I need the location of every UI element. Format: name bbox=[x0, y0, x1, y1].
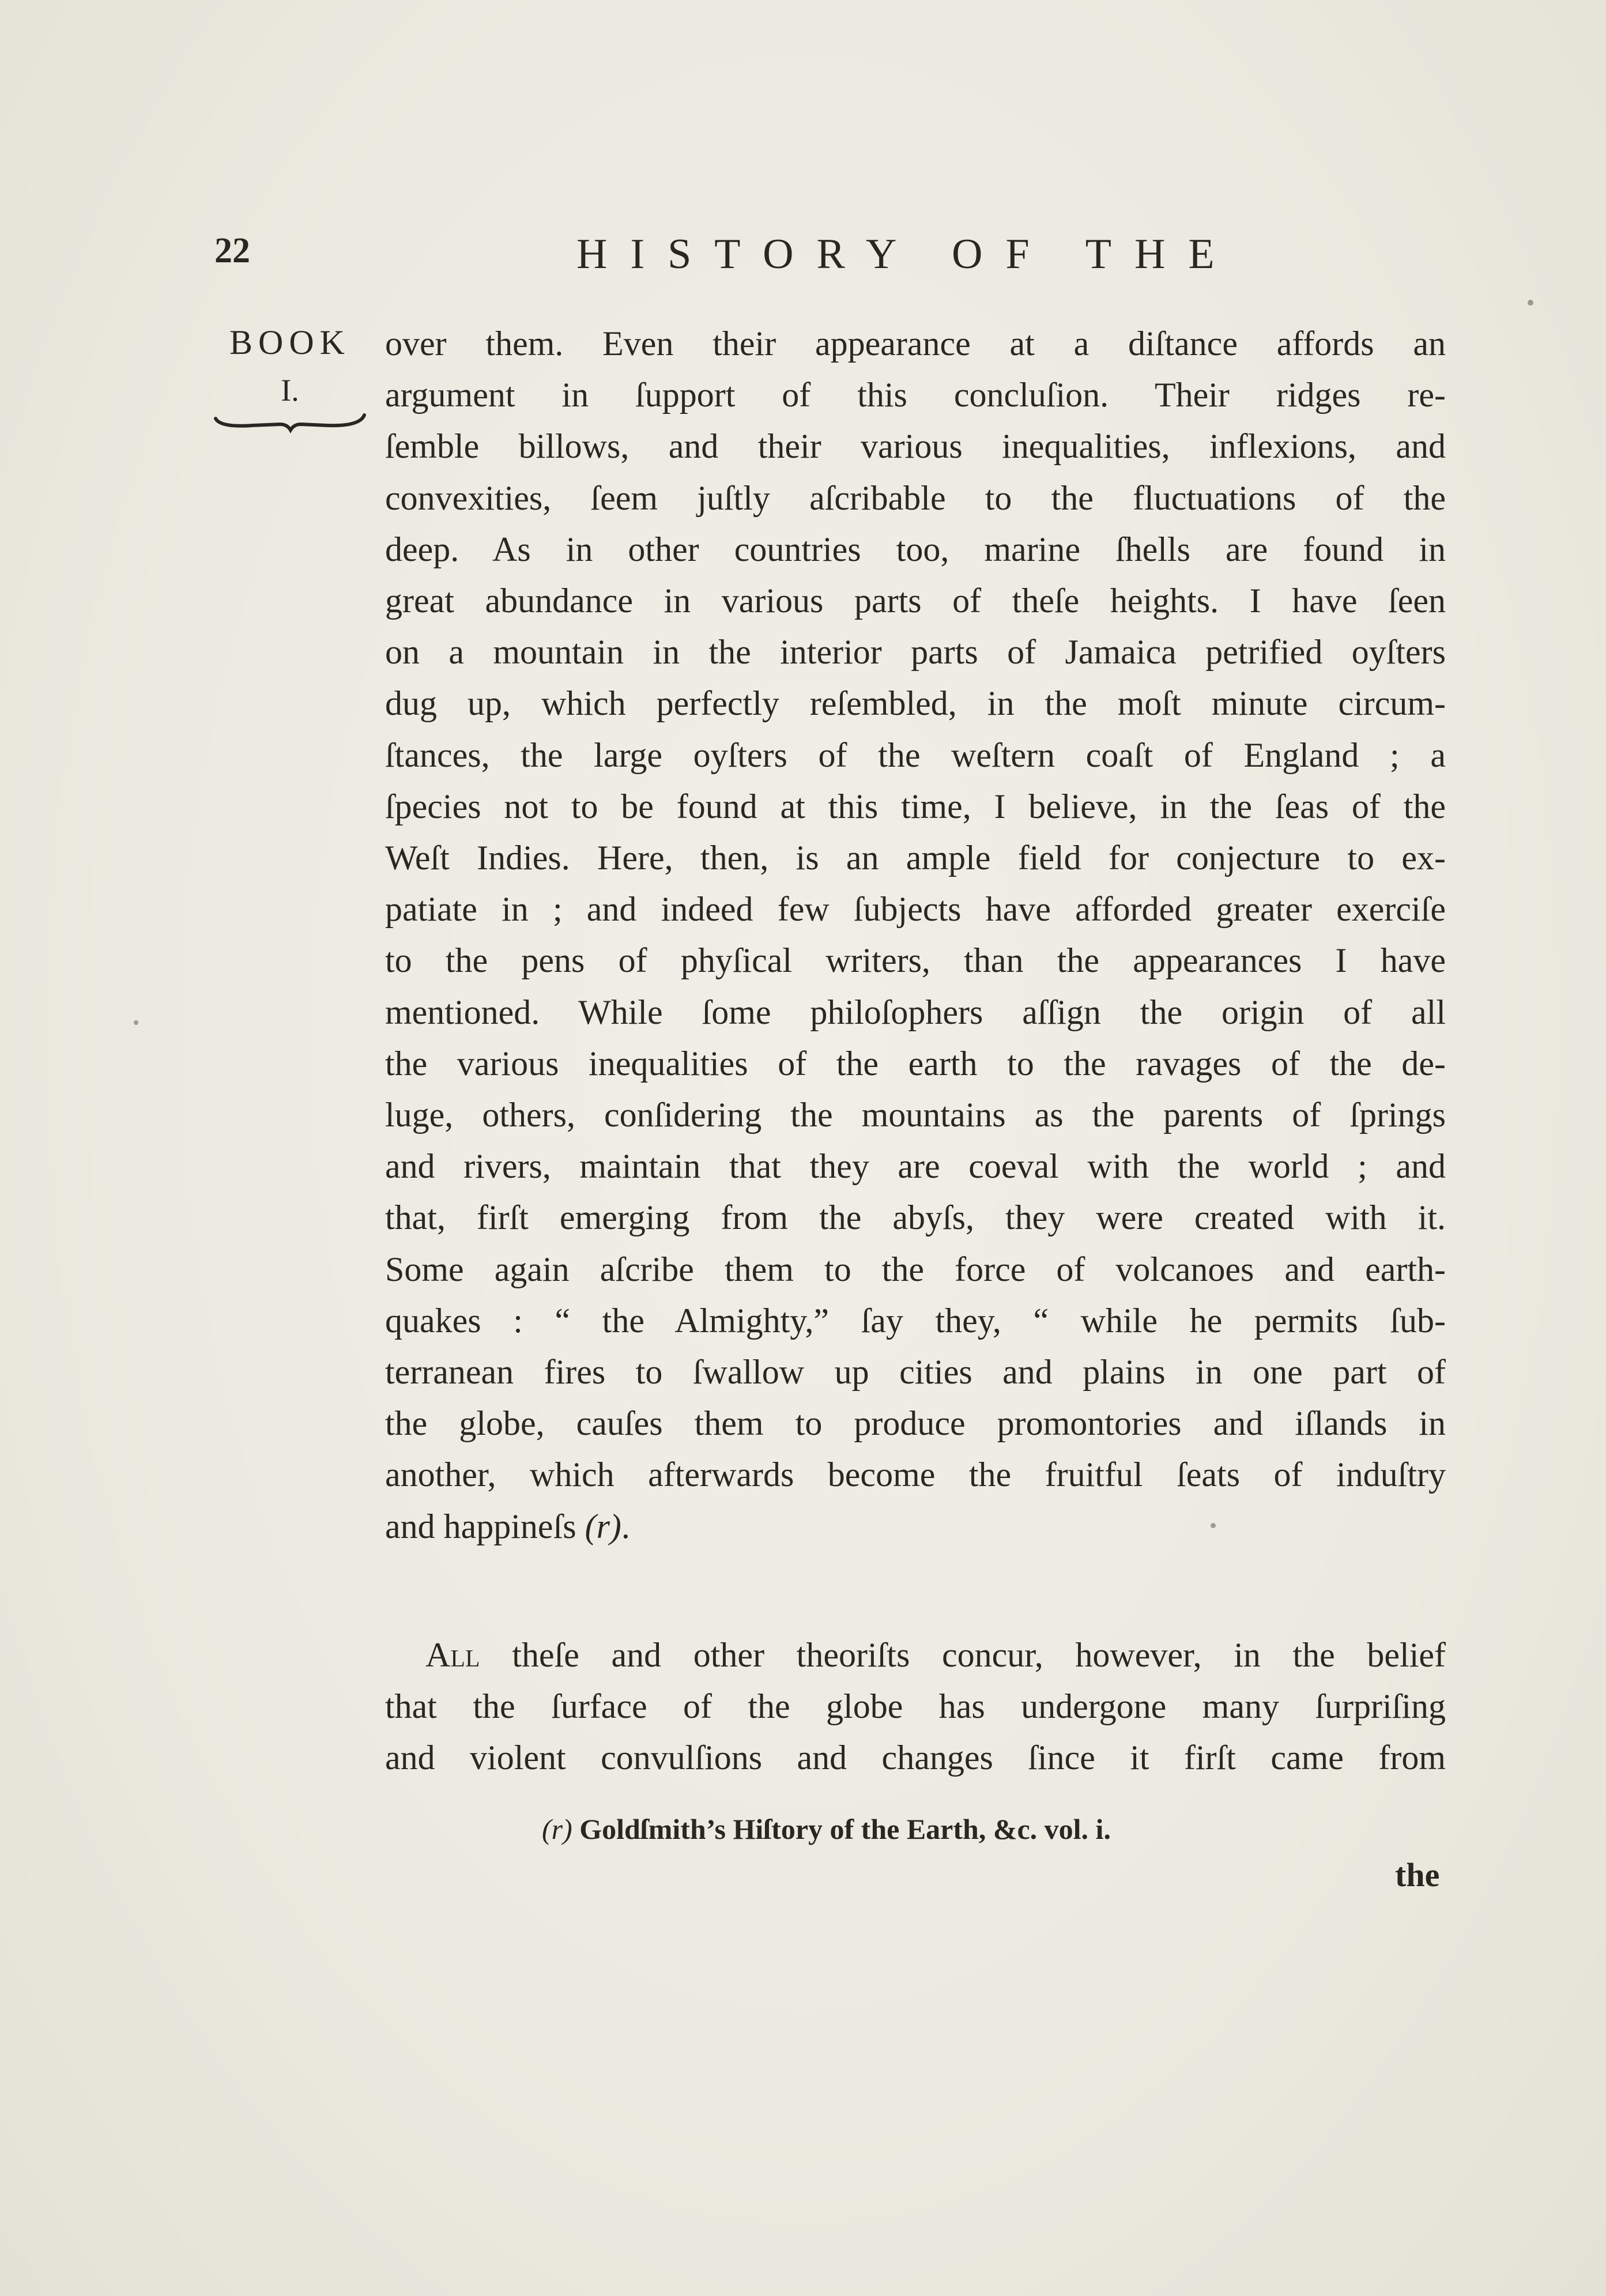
text-line: convexities, ſeem juſtly aſcribable to the fluctuations of the bbox=[385, 478, 1446, 517]
text-line: dug up, which perfectly reſembled, in the moſt minute circum- bbox=[385, 684, 1446, 723]
text-line: on a mountain in the interior parts of Jamaica petrified oyſters bbox=[385, 633, 1446, 672]
text-line: ſtances, the large oyſters of the weſtern coaſt of England ; a bbox=[385, 736, 1446, 774]
text-line bbox=[385, 1630, 1446, 1681]
text-line: quakes : “ the Almighty,” ſay they, “ while he permits ſub- bbox=[385, 1301, 1446, 1340]
text-line: ſemble billows, and their various inequalities, inflexions, and bbox=[385, 427, 1446, 466]
margin-volume-label: I. bbox=[281, 373, 299, 408]
body-text bbox=[385, 318, 1446, 1784]
text-line: and rivers, maintain that they are coeval with the world ; and bbox=[385, 1147, 1446, 1186]
text-fragment: . bbox=[621, 1507, 630, 1545]
text-line: to the pens of phyſical writers, than the appearances I have bbox=[385, 941, 1446, 980]
text-line: Some again aſcribe them to the force of volcanoes and earth- bbox=[385, 1250, 1446, 1288]
text-line: luge, others, conſidering the mountains as the parents of ſprings bbox=[385, 1096, 1446, 1134]
text-line: and violent convulſions and changes ſince it firſt came from bbox=[385, 1739, 1446, 1777]
text-line: that, firſt emerging from the abyſs, they were created with it. bbox=[385, 1198, 1446, 1237]
paragraph-gap bbox=[385, 1552, 1446, 1630]
running-head: HISTORY OF THE bbox=[576, 231, 1238, 278]
paragraph-1 bbox=[385, 318, 1446, 1552]
text-line: patiate in ; and indeed few ſubjects have afforded greater exerciſe bbox=[385, 890, 1446, 929]
brace-ornament-icon bbox=[212, 410, 368, 433]
margin-book-label: BOOK bbox=[229, 323, 350, 361]
paper-speck bbox=[134, 1020, 138, 1025]
footnote-text: Goldſmith’s Hiſtory of the Earth, &c. vol. i. bbox=[579, 1813, 1111, 1845]
paragraph-2 bbox=[385, 1630, 1446, 1784]
text-line: ſpecies not to be found at this time, I believe, in the ſeas of the bbox=[385, 787, 1446, 825]
text-line: over them. Even their appearance at a diſtance affords an bbox=[385, 325, 1446, 363]
initial-word: All bbox=[425, 1635, 480, 1674]
paper-speck bbox=[1528, 300, 1533, 306]
text-line: argument in ſupport of this concluſion. Their ridges re- bbox=[385, 376, 1446, 414]
text-line: Weſt Indies. Here, then, is an ample field for conjecture to ex- bbox=[385, 839, 1446, 877]
footnote-mark: (r) bbox=[542, 1813, 572, 1845]
footnote-reference: (r) bbox=[585, 1507, 621, 1545]
page-number: 22 bbox=[214, 231, 250, 270]
text-line: another, which afterwards become the fruitful ſeats of induſtry bbox=[385, 1456, 1446, 1494]
text-line: terranean fires to ſwallow up cities and plains in one part of bbox=[385, 1353, 1446, 1392]
text-line: the globe, cauſes them to produce promontories and iſlands in bbox=[385, 1404, 1446, 1443]
footnote bbox=[542, 1815, 1111, 1843]
catchword: the bbox=[1395, 1856, 1440, 1894]
text-line: mentioned. While ſome philoſophers aſſign the origin of all bbox=[385, 993, 1446, 1031]
text-line: the various inequalities of the earth to the ravages of the de- bbox=[385, 1044, 1446, 1083]
text-fragment: theſe and other theoriſts concur, however, in the belief bbox=[512, 1635, 1446, 1674]
text-line: great abundance in various parts of theſe heights. I have ſeen bbox=[385, 582, 1446, 620]
text-line-last bbox=[385, 1501, 1446, 1552]
text-fragment: and happineſs bbox=[385, 1507, 576, 1545]
text-line: deep. As in other countries too, marine ſhells are found in bbox=[385, 530, 1446, 568]
margin-note bbox=[212, 325, 368, 433]
text-line: that the ſurface of the globe has undergone many ſurpriſing bbox=[385, 1687, 1446, 1726]
